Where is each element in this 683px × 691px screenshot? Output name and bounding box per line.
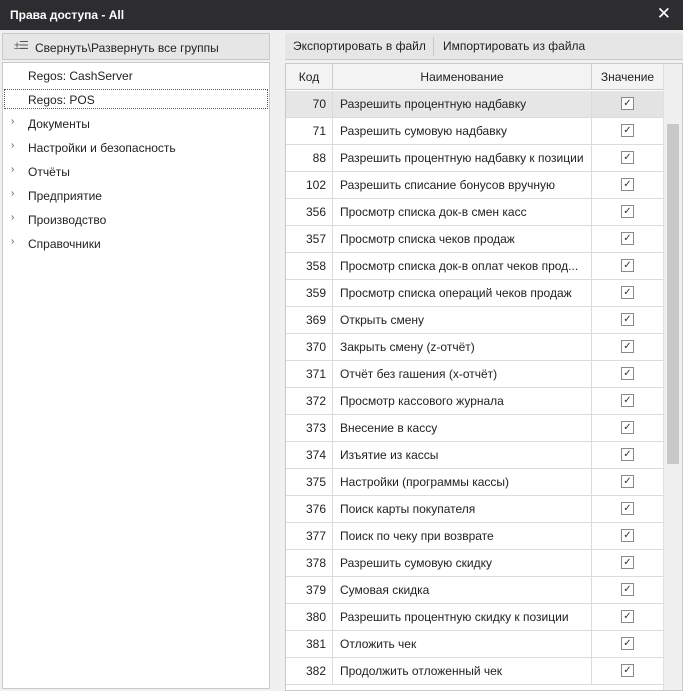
value-checkbox[interactable]: ✓ — [621, 232, 634, 245]
tree-item-label: Regos: POS — [28, 93, 95, 107]
cell-code: 379 — [286, 577, 333, 603]
cell-name: Просмотр списка док-в оплат чеков прод... — [333, 253, 592, 279]
value-checkbox[interactable]: ✓ — [621, 151, 634, 164]
value-checkbox[interactable]: ✓ — [621, 286, 634, 299]
cell-value — [592, 361, 663, 387]
cell-name: Отложить чек — [333, 631, 592, 657]
cell-name: Закрыть смену (z-отчёт) — [333, 334, 592, 360]
cell-code: 370 — [286, 334, 333, 360]
table-row[interactable] — [286, 199, 663, 226]
cell-code: 381 — [286, 631, 333, 657]
value-checkbox[interactable]: ✓ — [621, 367, 634, 380]
cell-name: Сумовая скидка — [333, 577, 592, 603]
tree-item[interactable] — [3, 232, 269, 254]
tree-item-label: Производство — [28, 213, 107, 227]
table-row[interactable] — [286, 145, 663, 172]
column-header-code[interactable]: Код — [286, 64, 333, 90]
permissions-grid — [285, 63, 683, 691]
window-title: Права доступа - All — [10, 8, 125, 22]
table-row[interactable] — [286, 658, 663, 685]
chevron-right-icon[interactable]: › — [11, 164, 15, 175]
cell-value — [592, 577, 663, 603]
cell-name: Разрешить сумовую надбавку — [333, 118, 592, 144]
value-checkbox[interactable]: ✓ — [621, 637, 634, 650]
groups-panel — [2, 33, 271, 689]
tree-item-label: Справочники — [28, 237, 101, 251]
cell-name: Внесение в кассу — [333, 415, 592, 441]
cell-code: 358 — [286, 253, 333, 279]
table-row[interactable] — [286, 388, 663, 415]
cell-code: 372 — [286, 388, 333, 414]
cell-name: Просмотр списка док-в смен касс — [333, 199, 592, 225]
cell-value — [592, 199, 663, 225]
cell-value — [592, 496, 663, 522]
cell-code: 382 — [286, 658, 333, 684]
cell-name: Поиск по чеку при возврате — [333, 523, 592, 549]
column-header-name[interactable]: Наименование — [333, 64, 592, 90]
table-row[interactable] — [286, 280, 663, 307]
cell-name: Настройки (программы кассы) — [333, 469, 592, 495]
cell-code: 70 — [286, 91, 333, 117]
table-row[interactable] — [286, 523, 663, 550]
tree-item[interactable] — [3, 184, 269, 206]
chevron-right-icon[interactable]: › — [11, 140, 15, 151]
tree-item-label: Regos: CashServer — [28, 69, 133, 83]
tree-item[interactable] — [3, 64, 269, 86]
value-checkbox[interactable]: ✓ — [621, 259, 634, 272]
table-row[interactable] — [286, 415, 663, 442]
cell-code: 373 — [286, 415, 333, 441]
cell-name: Просмотр кассового журнала — [333, 388, 592, 414]
cell-value — [592, 523, 663, 549]
value-checkbox[interactable]: ✓ — [621, 610, 634, 623]
collapse-expand-all-button[interactable] — [2, 33, 270, 60]
value-checkbox[interactable]: ✓ — [621, 448, 634, 461]
value-checkbox[interactable]: ✓ — [621, 664, 634, 677]
grid-rows — [286, 91, 663, 685]
cell-value — [592, 442, 663, 468]
cell-name: Просмотр списка чеков продаж — [333, 226, 592, 252]
cell-code: 374 — [286, 442, 333, 468]
cell-value — [592, 658, 663, 684]
cell-value — [592, 469, 663, 495]
table-row[interactable] — [286, 469, 663, 496]
export-to-file-button[interactable]: Экспортировать в файл — [293, 39, 426, 53]
cell-value — [592, 334, 663, 360]
cell-name: Разрешить процентную надбавку к позиции — [333, 145, 592, 171]
cell-code: 102 — [286, 172, 333, 198]
close-icon[interactable]: ✕ — [656, 4, 671, 23]
cell-value — [592, 253, 663, 279]
table-row[interactable] — [286, 334, 663, 361]
table-row[interactable] — [286, 550, 663, 577]
cell-name: Разрешить сумовую скидку — [333, 550, 592, 576]
value-checkbox[interactable]: ✓ — [621, 529, 634, 542]
collapse-expand-label: Свернуть\Развернуть все группы — [35, 41, 219, 55]
table-row[interactable] — [286, 631, 663, 658]
cell-name: Поиск карты покупателя — [333, 496, 592, 522]
table-row[interactable] — [286, 253, 663, 280]
chevron-right-icon[interactable]: › — [11, 188, 15, 199]
cell-value — [592, 415, 663, 441]
value-checkbox[interactable]: ✓ — [621, 421, 634, 434]
cell-value — [592, 307, 663, 333]
value-checkbox[interactable]: ✓ — [621, 340, 634, 353]
value-checkbox[interactable]: ✓ — [621, 475, 634, 488]
value-checkbox[interactable]: ✓ — [621, 124, 634, 137]
cell-value — [592, 280, 663, 306]
cell-code: 359 — [286, 280, 333, 306]
tree-item[interactable] — [3, 88, 269, 110]
value-checkbox[interactable]: ✓ — [621, 583, 634, 596]
table-row[interactable] — [286, 307, 663, 334]
value-checkbox[interactable]: ✓ — [621, 205, 634, 218]
cell-value — [592, 91, 663, 117]
groups-tree — [2, 62, 270, 689]
grid-header — [286, 64, 663, 90]
tree-item-label: Отчёты — [28, 165, 70, 179]
expand-collapse-icon: ±☰ — [14, 40, 28, 52]
value-checkbox[interactable]: ✓ — [621, 313, 634, 326]
cell-code: 376 — [286, 496, 333, 522]
table-row[interactable] — [286, 361, 663, 388]
title-bar — [0, 0, 683, 30]
cell-name: Разрешить списание бонусов вручную — [333, 172, 592, 198]
cell-value — [592, 226, 663, 252]
cell-name: Открыть смену — [333, 307, 592, 333]
import-from-file-button[interactable]: Импортировать из файла — [443, 39, 586, 53]
vertical-scrollbar[interactable] — [663, 64, 682, 690]
cell-value — [592, 172, 663, 198]
cell-code: 88 — [286, 145, 333, 171]
cell-code: 380 — [286, 604, 333, 630]
table-row[interactable] — [286, 604, 663, 631]
scrollbar-thumb[interactable] — [667, 124, 679, 464]
cell-value — [592, 145, 663, 171]
value-checkbox[interactable]: ✓ — [621, 178, 634, 191]
tree-item[interactable] — [3, 208, 269, 230]
cell-code: 375 — [286, 469, 333, 495]
chevron-right-icon[interactable]: › — [11, 116, 15, 127]
table-row[interactable] — [286, 496, 663, 523]
tree-item[interactable] — [3, 160, 269, 182]
cell-code: 369 — [286, 307, 333, 333]
cell-code: 377 — [286, 523, 333, 549]
grid-toolbar — [285, 33, 683, 60]
toolbar-divider — [433, 37, 434, 56]
value-checkbox[interactable]: ✓ — [621, 556, 634, 569]
tree-item-label: Предприятие — [28, 189, 102, 203]
value-checkbox[interactable]: ✓ — [621, 502, 634, 515]
cell-code: 71 — [286, 118, 333, 144]
column-header-value[interactable]: Значение — [600, 70, 655, 84]
chevron-right-icon[interactable]: › — [11, 212, 15, 223]
cell-name: Разрешить процентную надбавку — [333, 91, 592, 117]
table-row[interactable] — [286, 442, 663, 469]
cell-name: Продолжить отложенный чек — [333, 658, 592, 684]
cell-name: Отчёт без гашения (х-отчёт) — [333, 361, 592, 387]
value-checkbox[interactable]: ✓ — [621, 394, 634, 407]
cell-name: Разрешить процентную скидку к позиции — [333, 604, 592, 630]
tree-item-label: Документы — [28, 117, 90, 131]
table-row[interactable] — [286, 577, 663, 604]
table-row[interactable] — [286, 172, 663, 199]
cell-code: 371 — [286, 361, 333, 387]
cell-value — [592, 631, 663, 657]
chevron-right-icon[interactable]: › — [11, 236, 15, 247]
cell-code: 357 — [286, 226, 333, 252]
cell-value — [592, 550, 663, 576]
cell-value — [592, 118, 663, 144]
tree-item[interactable] — [3, 112, 269, 134]
permissions-panel — [285, 33, 683, 691]
tree-item-label: Настройки и безопасность — [28, 141, 176, 155]
table-row[interactable] — [286, 118, 663, 145]
cell-code: 378 — [286, 550, 333, 576]
cell-value — [592, 604, 663, 630]
table-row[interactable] — [286, 226, 663, 253]
cell-name: Изъятие из кассы — [333, 442, 592, 468]
value-checkbox[interactable]: ✓ — [621, 97, 634, 110]
table-row[interactable] — [286, 91, 663, 118]
tree-item[interactable] — [3, 136, 269, 158]
cell-code: 356 — [286, 199, 333, 225]
cell-name: Просмотр списка операций чеков продаж — [333, 280, 592, 306]
cell-value — [592, 388, 663, 414]
